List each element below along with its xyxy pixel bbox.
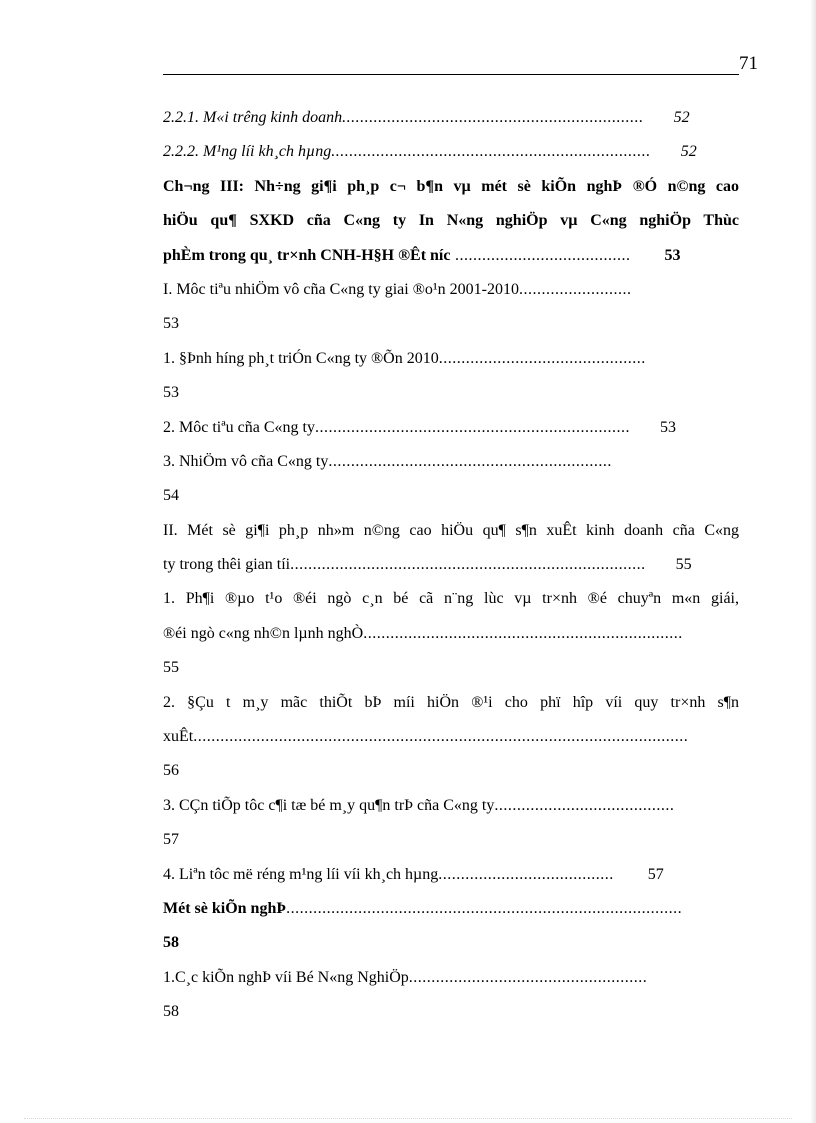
toc-dot-leader: ........................................: [494, 796, 675, 814]
toc-entry-II-3[interactable]: [163, 789, 739, 823]
toc-page-number: 55: [163, 659, 179, 677]
toc-dot-leader: ...................................................................: [342, 109, 644, 126]
toc-dot-leader: ...............................................................: [328, 452, 612, 470]
toc-entry-title: Ch¬ng III: Nh÷ng gi¶i ph¸p c¬ b¶n vµ mét sè kiÕn nghÞ ®Ó n©ng cao: [163, 177, 739, 195]
header-rule: [163, 74, 739, 75]
toc-entry-title: 2. §Çu t m¸y mãc thiÕt bÞ míi hiÖn ®¹i cho phï hîp víi quy tr×nh s¶n: [163, 693, 739, 711]
toc-dot-leader: ........................................................................................: [286, 899, 683, 917]
toc-entry-2-2-2[interactable]: [163, 135, 739, 169]
toc-entry-section-I[interactable]: [163, 273, 739, 307]
toc-page-number-line: [163, 823, 739, 857]
toc-entry-section-II-line-2[interactable]: [163, 548, 739, 582]
toc-page-number: 53: [163, 384, 179, 402]
page-number: 71: [739, 53, 758, 74]
toc-page-number-line: [163, 479, 739, 513]
page-bottom-border: [24, 1118, 792, 1119]
toc-entry-title: 1. §Þnh híng ph¸t triÓn C«ng ty ®Õn 2010: [163, 349, 439, 367]
toc-page-number-line: [163, 376, 739, 410]
toc-page-number: 58: [163, 934, 179, 952]
toc-page-number: 56: [163, 762, 179, 780]
toc-dot-leader: ..............................................: [438, 349, 646, 367]
toc-entry-chapter-3-line-1[interactable]: [163, 170, 739, 204]
toc-entry-title: 4. Liªn tôc më réng m¹ng líi víi kh¸ch hµng: [163, 865, 439, 883]
toc-page-number-line: [163, 995, 739, 1029]
toc-entry-title: 2. Môc tiªu cña C«ng ty: [163, 418, 315, 436]
toc-entry-section-II-line-1[interactable]: [163, 514, 739, 548]
toc-page-number-line: [163, 651, 739, 685]
toc-entry-II-4[interactable]: [163, 858, 739, 892]
toc-entry-title: 1. Ph¶i ®µo t¹o ®éi ngò c¸n bé cã n¨ng lùc vµ tr×nh ®é chuyªn m«n giái,: [163, 590, 739, 608]
toc-entry-title: 2.2.1. M«i trêng kinh doanh: [163, 109, 343, 126]
toc-entry-title: 3. CÇn tiÕp tôc c¶i tæ bé m¸y qu¶n trÞ cña C«ng ty: [163, 796, 495, 814]
page-edge-shadow: [810, 0, 816, 1123]
toc-page-number-line: [163, 754, 739, 788]
toc-dot-leader: .......................................: [450, 246, 631, 264]
toc-entry-chapter-3-line-2[interactable]: [163, 204, 739, 238]
toc-page-number-line: [163, 307, 739, 341]
toc-entry-recommendations-1[interactable]: [163, 961, 739, 995]
toc-entry-title: 3. NhiÖm vô cña C«ng ty: [163, 452, 329, 470]
toc-dot-leader: .......................................: [438, 865, 614, 883]
toc-entry-title: II. Mét sè gi¶i ph¸p nh»m n©ng cao hiÖu qu¶ s¶n xuÊt kinh doanh cña C«ng: [163, 521, 739, 539]
toc-dot-leader: .....................................................: [408, 968, 648, 986]
toc-entry-title: 2.2.2. M¹ng líi kh¸ch hµng: [163, 143, 332, 161]
toc-entry-II-2-line-1[interactable]: [163, 686, 739, 720]
toc-entry-title: I. Môc tiªu nhiÖm vô cña C«ng ty giai ®o¹n 2001-2010: [163, 280, 519, 298]
toc-entry-title: ®éi ngò c«ng nh©n lµnh nghÒ: [163, 624, 364, 642]
table-of-contents: [163, 101, 739, 1030]
toc-page-number: 54: [163, 487, 179, 505]
toc-page-number-line: [163, 926, 739, 960]
toc-page-number: 53: [664, 246, 681, 264]
toc-entry-title: xuÊt: [163, 728, 194, 746]
toc-entry-II-1-line-1[interactable]: [163, 582, 739, 616]
toc-entry-title: ty trong thêi gian tíi: [163, 556, 291, 574]
toc-page-number: 52: [673, 109, 690, 126]
toc-dot-leader: .........................: [519, 280, 632, 298]
toc-entry-recommendations[interactable]: [163, 892, 739, 926]
toc-dot-leader: .......................................................................: [363, 624, 683, 642]
toc-dot-leader: ...............................................................................: [290, 556, 646, 574]
toc-entry-2-2-1[interactable]: [163, 101, 739, 135]
toc-page-number: 58: [163, 1003, 179, 1021]
toc-entry-I-3[interactable]: [163, 445, 739, 479]
toc-entry-chapter-3-line-3[interactable]: [163, 239, 739, 273]
toc-entry-title: Mét sè kiÕn nghÞ: [163, 899, 287, 917]
toc-page-number: 57: [163, 831, 179, 849]
toc-entry-I-2[interactable]: [163, 411, 739, 445]
toc-entry-II-1-line-2[interactable]: [163, 617, 739, 651]
toc-dot-leader: ..............................................................................................................: [193, 728, 689, 746]
toc-entry-title: hiÖu qu¶ SXKD cña C«ng ty In N«ng nghiÖp vµ C«ng nghiÖp Thùc: [163, 212, 739, 230]
toc-page-number: 52: [680, 143, 697, 161]
toc-entry-I-1[interactable]: [163, 342, 739, 376]
toc-dot-leader: ......................................................................: [314, 418, 630, 436]
toc-entry-II-2-line-2[interactable]: [163, 720, 739, 754]
toc-page-number: 53: [659, 418, 676, 436]
toc-entry-title: phÈm trong qu¸ tr×nh CNH-H§H ®Êt níc: [163, 246, 451, 264]
toc-page-number: 53: [163, 315, 179, 333]
toc-dot-leader: .......................................................................: [331, 143, 651, 161]
toc-page-number: 55: [675, 556, 692, 574]
toc-page-number: 57: [647, 865, 664, 883]
toc-entry-title: 1.C¸c kiÕn nghÞ víi Bé N«ng NghiÖp: [163, 968, 409, 986]
